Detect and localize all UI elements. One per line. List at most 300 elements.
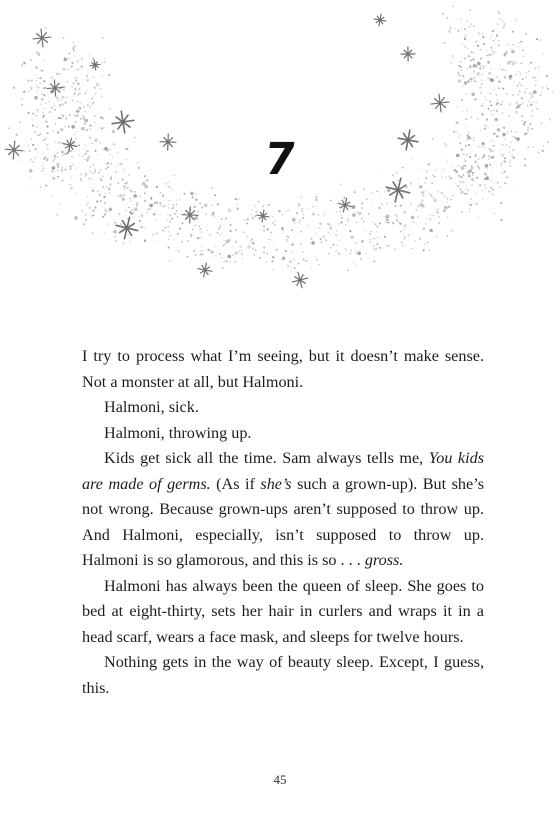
speckle	[381, 203, 383, 205]
speckle	[376, 191, 377, 192]
speckle	[225, 218, 227, 220]
speckle	[512, 63, 514, 65]
speckle	[115, 240, 117, 242]
speckle	[467, 80, 469, 82]
speckle	[518, 46, 519, 47]
speckle	[486, 118, 488, 120]
speckle	[169, 235, 171, 237]
speckle	[477, 118, 479, 120]
speckle	[30, 86, 31, 87]
speckle	[506, 93, 507, 94]
speckle	[320, 238, 322, 240]
speckle	[160, 192, 162, 194]
speckle	[456, 131, 457, 132]
speckle	[491, 113, 492, 114]
speckle	[217, 203, 219, 205]
speckle	[156, 201, 158, 203]
speckle	[336, 211, 337, 212]
speckle	[505, 69, 507, 71]
speckle	[369, 233, 371, 235]
speckle	[429, 218, 431, 220]
speckle	[345, 248, 347, 250]
speckle	[460, 190, 464, 194]
speckle	[487, 136, 488, 137]
speckle	[515, 131, 517, 133]
speckle	[518, 106, 520, 108]
speckle	[419, 238, 421, 240]
speckle	[448, 30, 450, 32]
speckle	[40, 104, 42, 106]
italic-text: she’s	[260, 474, 292, 493]
speckle	[168, 186, 170, 188]
speckle	[87, 196, 89, 198]
speckle	[123, 185, 125, 187]
speckle	[122, 197, 123, 198]
speckle	[492, 50, 494, 52]
speckle	[379, 247, 381, 249]
speckle	[165, 183, 167, 185]
speckle	[339, 240, 340, 241]
speckle	[312, 206, 313, 207]
speckle	[176, 210, 178, 212]
speckle	[162, 230, 164, 232]
speckle	[50, 77, 52, 79]
speckle	[108, 74, 110, 76]
speckle	[464, 28, 466, 30]
speckle	[54, 109, 56, 111]
speckle	[51, 107, 53, 109]
speckle	[517, 85, 519, 87]
speckle	[79, 107, 81, 109]
speckle	[286, 239, 288, 241]
speckle	[49, 111, 51, 113]
speckle	[221, 257, 222, 258]
speckle	[430, 195, 432, 197]
speckle	[481, 79, 483, 81]
speckle	[496, 104, 498, 106]
speckle	[493, 133, 495, 135]
speckle	[193, 250, 195, 252]
speckle	[368, 213, 369, 214]
sparkle-star	[197, 262, 213, 278]
speckle	[507, 131, 509, 133]
paragraph	[82, 574, 484, 651]
speckle	[287, 236, 288, 237]
speckle	[105, 58, 106, 59]
speckle	[464, 46, 466, 48]
speckle	[466, 109, 468, 111]
speckle	[515, 20, 517, 22]
speckle	[201, 250, 203, 252]
speckle	[142, 216, 144, 218]
speckle	[25, 187, 26, 188]
speckle	[91, 98, 93, 100]
speckle	[535, 77, 536, 78]
speckle	[531, 104, 532, 105]
speckle	[300, 243, 302, 245]
speckle	[302, 217, 304, 219]
speckle	[43, 94, 45, 96]
speckle	[163, 206, 165, 208]
speckle	[529, 65, 530, 66]
speckle	[527, 126, 529, 128]
speckle	[498, 40, 500, 42]
speckle	[209, 258, 210, 259]
speckle	[542, 87, 544, 89]
speckle	[403, 229, 405, 231]
speckle	[353, 262, 354, 263]
speckle	[219, 253, 221, 255]
speckle	[499, 12, 501, 14]
speckle	[44, 108, 45, 109]
speckle	[420, 211, 422, 213]
speckle	[490, 47, 492, 49]
speckle	[337, 245, 338, 246]
speckle	[520, 104, 522, 106]
speckle	[21, 104, 23, 106]
speckle	[460, 18, 462, 20]
speckle	[146, 211, 148, 213]
speckle	[30, 59, 32, 61]
speckle	[462, 111, 464, 113]
speckle	[466, 193, 468, 195]
speckle	[106, 186, 108, 188]
speckle	[470, 23, 472, 25]
speckle	[467, 135, 468, 136]
speckle	[522, 56, 524, 58]
speckle	[522, 102, 523, 103]
speckle	[73, 83, 74, 84]
speckle	[386, 245, 388, 247]
speckle	[217, 232, 219, 234]
speckle	[179, 251, 180, 252]
speckle	[305, 260, 307, 262]
speckle	[144, 192, 146, 194]
speckle	[223, 245, 225, 247]
speckle	[488, 108, 490, 110]
speckle	[482, 190, 483, 191]
speckle	[301, 208, 303, 210]
speckle	[522, 50, 524, 52]
speckle	[490, 187, 491, 188]
speckle	[534, 85, 536, 87]
speckle	[371, 222, 372, 223]
speckle	[467, 48, 468, 49]
speckle	[360, 258, 362, 260]
speckle	[424, 243, 426, 245]
speckle	[477, 45, 479, 47]
speckle	[69, 52, 70, 53]
speckle	[307, 225, 309, 227]
speckle	[417, 216, 419, 218]
speckle	[399, 223, 401, 225]
speckle	[500, 219, 502, 221]
speckle	[252, 242, 254, 244]
speckle	[525, 88, 527, 90]
speckle	[62, 103, 64, 105]
speckle	[487, 77, 489, 79]
speckle	[534, 68, 536, 70]
speckle	[298, 206, 299, 207]
speckle	[488, 191, 490, 193]
speckle	[37, 109, 39, 111]
speckle	[226, 260, 228, 262]
speckle	[21, 64, 23, 66]
speckle	[386, 216, 388, 218]
text-segment: Kids get sick all the time. Sam always tells me,	[104, 449, 429, 467]
speckle	[415, 209, 417, 211]
paragraph	[82, 446, 484, 574]
speckle	[132, 216, 133, 217]
speckle	[81, 58, 83, 60]
speckle	[37, 134, 39, 136]
speckle	[436, 211, 438, 213]
speckle	[104, 61, 106, 63]
speckle	[502, 113, 503, 114]
speckle	[508, 115, 510, 117]
speckle	[65, 96, 67, 98]
speckle	[109, 208, 113, 212]
speckle	[490, 110, 491, 111]
speckle	[74, 88, 75, 89]
speckle	[522, 78, 524, 80]
speckle	[67, 81, 69, 83]
speckle	[47, 93, 48, 94]
speckle	[134, 191, 136, 193]
speckle	[109, 192, 110, 193]
speckle	[47, 132, 49, 134]
sparkle-star	[32, 28, 52, 48]
speckle	[477, 217, 478, 218]
speckle	[355, 242, 357, 244]
speckle	[147, 208, 149, 210]
speckle	[213, 213, 215, 215]
speckle	[402, 192, 404, 194]
speckle	[171, 218, 173, 220]
speckle	[464, 38, 466, 40]
speckle	[387, 222, 389, 224]
speckle	[155, 219, 157, 221]
speckle	[444, 195, 446, 197]
speckle	[341, 217, 343, 219]
speckle	[476, 72, 480, 76]
speckle	[172, 189, 173, 190]
speckle	[478, 33, 480, 35]
speckle	[81, 210, 83, 212]
speckle	[492, 194, 494, 196]
speckle	[524, 133, 526, 135]
speckle	[464, 193, 466, 195]
speckle	[114, 224, 115, 225]
speckle	[492, 30, 494, 32]
speckle	[128, 207, 129, 208]
speckle	[52, 130, 54, 132]
speckle	[65, 117, 67, 119]
speckle	[267, 228, 269, 230]
speckle	[59, 104, 61, 106]
speckle	[383, 216, 384, 217]
speckle	[375, 223, 377, 225]
speckle	[394, 205, 396, 207]
speckle	[45, 103, 46, 104]
speckle	[498, 44, 500, 46]
speckle	[504, 77, 506, 79]
sparkle-star	[401, 47, 415, 61]
speckle	[94, 122, 95, 123]
speckle	[222, 233, 223, 234]
speckle	[272, 222, 273, 223]
speckle	[373, 238, 374, 239]
speckle	[105, 193, 107, 195]
speckle	[438, 222, 440, 224]
speckle	[373, 249, 375, 251]
speckle	[479, 87, 481, 89]
speckle	[68, 126, 70, 128]
speckle	[122, 242, 124, 244]
speckle	[484, 65, 486, 67]
speckle	[89, 53, 90, 54]
speckle	[167, 219, 168, 220]
speckle	[59, 204, 60, 205]
speckle	[172, 207, 174, 209]
speckle	[488, 54, 490, 56]
speckle	[547, 88, 549, 90]
speckle	[498, 11, 499, 12]
speckle	[423, 195, 425, 197]
speckle	[533, 102, 534, 103]
speckle	[385, 221, 387, 223]
speckle	[421, 204, 425, 208]
speckle	[388, 190, 390, 192]
speckle	[525, 76, 527, 78]
speckle	[121, 228, 122, 229]
speckle	[8, 127, 10, 129]
speckle	[210, 250, 214, 254]
speckle	[511, 61, 513, 63]
speckle	[471, 51, 473, 53]
speckle	[103, 232, 105, 234]
speckle	[507, 44, 509, 46]
speckle	[65, 102, 67, 104]
speckle	[132, 212, 134, 214]
speckle	[319, 223, 321, 225]
speckle	[300, 196, 301, 197]
speckle	[87, 104, 89, 106]
speckle	[199, 202, 201, 204]
speckle	[546, 86, 547, 87]
speckle	[42, 60, 44, 62]
speckle	[514, 62, 516, 64]
speckle	[499, 65, 500, 66]
speckle	[229, 230, 231, 232]
speckle	[462, 85, 463, 86]
speckle	[552, 90, 554, 92]
speckle	[48, 97, 49, 98]
speckle	[43, 114, 45, 116]
speckle	[268, 204, 270, 206]
speckle	[465, 118, 467, 120]
speckle	[535, 80, 537, 82]
speckle	[467, 189, 469, 191]
speckle	[296, 212, 298, 214]
speckle	[239, 251, 240, 252]
speckle	[169, 200, 170, 201]
speckle	[75, 69, 76, 70]
speckle	[527, 105, 528, 106]
speckle	[500, 202, 502, 204]
speckle	[282, 214, 283, 215]
speckle	[459, 134, 461, 136]
speckle	[134, 207, 138, 211]
speckle	[496, 110, 497, 111]
speckle	[517, 71, 519, 73]
speckle	[483, 68, 484, 69]
speckle	[83, 105, 84, 106]
speckle	[83, 223, 85, 225]
speckle	[95, 207, 97, 209]
speckle	[421, 202, 423, 204]
speckle	[375, 248, 377, 250]
speckle	[347, 220, 349, 222]
speckle	[240, 245, 242, 247]
speckle	[466, 20, 468, 22]
speckle	[130, 241, 132, 243]
speckle	[55, 123, 56, 124]
speckle	[362, 245, 363, 246]
speckle	[461, 43, 462, 44]
speckle	[485, 99, 486, 100]
speckle	[311, 241, 315, 245]
speckle	[272, 216, 274, 218]
speckle	[86, 90, 87, 91]
speckle	[238, 198, 240, 200]
speckle	[497, 128, 501, 132]
speckle	[316, 259, 318, 261]
speckle	[492, 114, 494, 116]
speckle	[56, 214, 58, 216]
speckle	[505, 51, 507, 53]
speckle	[464, 81, 468, 85]
speckle	[492, 189, 494, 191]
speckle	[125, 210, 127, 212]
speckle	[35, 114, 37, 116]
speckle	[167, 213, 168, 214]
speckle	[278, 210, 280, 212]
sparkle-star	[290, 270, 309, 289]
speckle	[516, 189, 517, 190]
speckle	[194, 216, 198, 220]
speckle	[447, 217, 449, 219]
speckle	[199, 226, 200, 227]
speckle	[452, 55, 454, 57]
speckle	[422, 199, 424, 201]
speckle	[449, 27, 451, 29]
speckle	[470, 78, 472, 80]
speckle	[160, 202, 162, 204]
speckle	[291, 229, 293, 231]
speckle	[521, 97, 523, 99]
speckle	[224, 240, 225, 241]
speckle	[263, 247, 265, 249]
speckle	[496, 34, 498, 36]
speckle	[537, 108, 539, 110]
speckle	[320, 241, 322, 243]
speckle	[91, 103, 93, 105]
speckle	[266, 261, 268, 263]
speckle	[270, 232, 272, 234]
speckle	[23, 62, 25, 64]
speckle	[219, 234, 221, 236]
